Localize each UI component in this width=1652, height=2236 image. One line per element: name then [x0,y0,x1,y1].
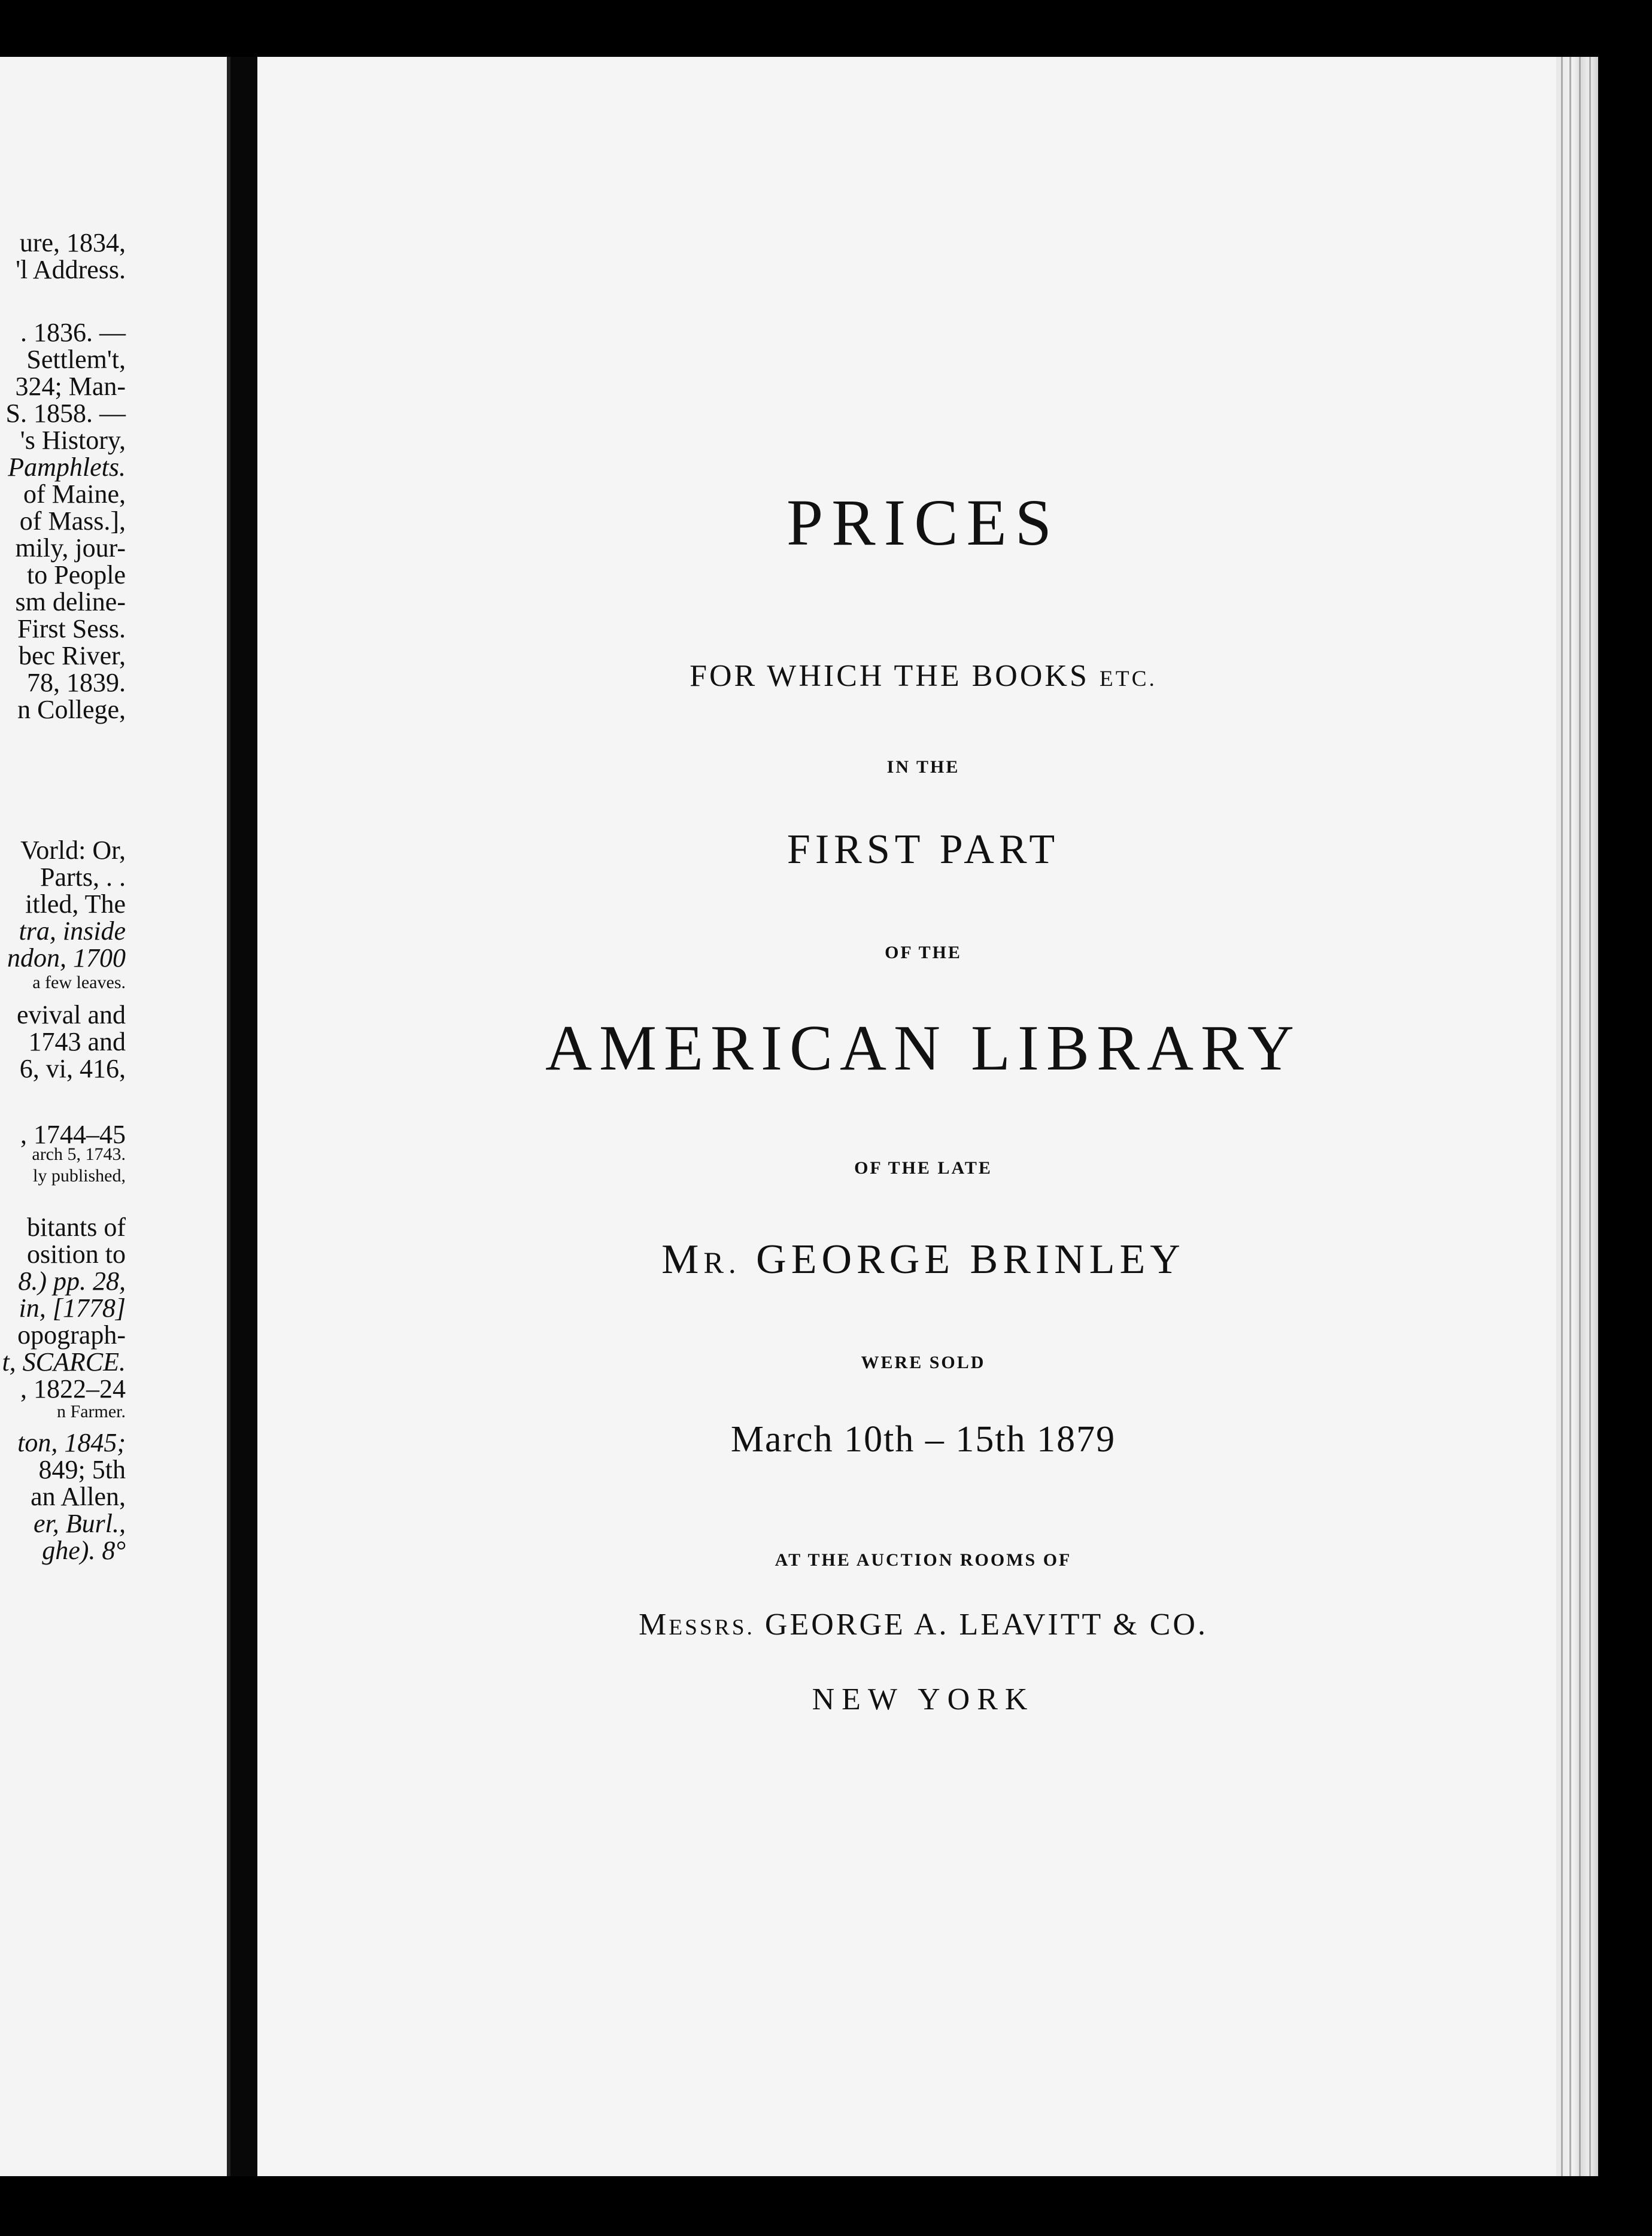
left-page-line: First Sess. [17,614,126,643]
left-page-line: er, Burl., [34,1509,126,1538]
messrs-m: M [639,1608,669,1642]
left-page-line: 78, 1839. [27,668,126,697]
left-page-line: mily, jour- [15,533,126,563]
messrs-rest: ESSRS. [669,1615,755,1640]
left-page-line: ure, 1834, [19,228,126,257]
left-page-line: sm deline- [15,587,126,616]
title-prices: PRICES [786,486,1060,559]
title-page [257,57,1589,2176]
mr-m: M [661,1237,704,1283]
left-page-line: S. 1858. — [5,399,126,428]
left-page-line: , 1822–24 [20,1374,126,1403]
left-page-line: of Mass.], [19,506,126,536]
title-mr-george-brinley [257,1236,1589,1284]
left-page-line: . 1836. — [20,318,126,347]
left-page-line: ton, 1845; [17,1428,126,1457]
subtitle-for-which [257,658,1589,694]
sale-dates: March 10th – 15th 1879 [730,1419,1116,1460]
book-gutter [230,57,257,2176]
left-page-line: ly published, [33,1166,126,1186]
left-page-line: 849; 5th [38,1455,126,1484]
left-page-line: ndon, 1700 [7,943,126,973]
left-page-line: osition to [26,1239,126,1269]
auctioneer-line [257,1607,1589,1642]
left-page-line: arch 5, 1743. [32,1144,126,1164]
left-page-line: a few leaves. [32,973,126,992]
title-american-library: AMERICAN LIBRARY [545,1013,1302,1084]
auctioneer-name: GEORGE A. LEAVITT & CO. [764,1608,1208,1642]
left-page-line: evival and [16,1000,126,1029]
connector-were-sold: WERE SOLD [861,1353,986,1372]
left-page-line: bec River, [18,641,126,670]
left-page-line: Parts, . . [40,862,126,892]
left-page-line: tra, inside [19,916,126,946]
mr-r: R. [703,1246,741,1280]
left-page [0,57,230,2176]
left-page-line: 324; Man- [15,372,126,401]
left-page-line: bitants of [27,1213,126,1242]
left-page-line: opograph- [17,1320,126,1350]
left-page-line: Vorld: Or, [20,836,126,865]
subtitle-for-which-text: FOR WHICH THE BOOKS [690,659,1089,693]
connector-of-the-late: OF THE LATE [854,1158,992,1178]
left-page-line: an Allen, [31,1482,126,1511]
connector-auction-rooms: AT THE AUCTION ROOMS OF [775,1550,1072,1570]
left-page-line: t, SCARCE. [2,1347,126,1377]
left-page-line: itled, The [25,889,126,919]
left-page-line: Pamphlets. [8,452,126,482]
left-page-line: , 1744–45 [20,1120,126,1149]
left-page-line: 1743 and [28,1027,126,1056]
left-page-line: 8.) pp. 28, [18,1266,126,1296]
left-page-line: to People [27,560,126,590]
left-page-line: 6, vi, 416, [19,1054,126,1083]
connector-in-the: IN THE [886,757,960,777]
title-first-part: FIRST PART [786,827,1060,873]
name-george-brinley: GEORGE BRINLEY [756,1237,1185,1283]
page-edges [1556,57,1598,2176]
left-page-line: 's History, [20,426,126,455]
left-page-line: Settlem't, [26,345,126,374]
left-page-line: n Farmer. [57,1402,126,1421]
left-page-line: 'l Address. [16,255,126,284]
subtitle-etc: ETC. [1099,667,1157,691]
place-new-york: NEW YORK [812,1682,1035,1717]
left-page-line: of Maine, [23,479,126,509]
left-page-line: in, [1778] [19,1293,126,1323]
left-page-line: ghe). 8° [42,1536,126,1565]
left-page-line: n College, [17,695,126,724]
connector-of-the: OF THE [885,943,962,962]
